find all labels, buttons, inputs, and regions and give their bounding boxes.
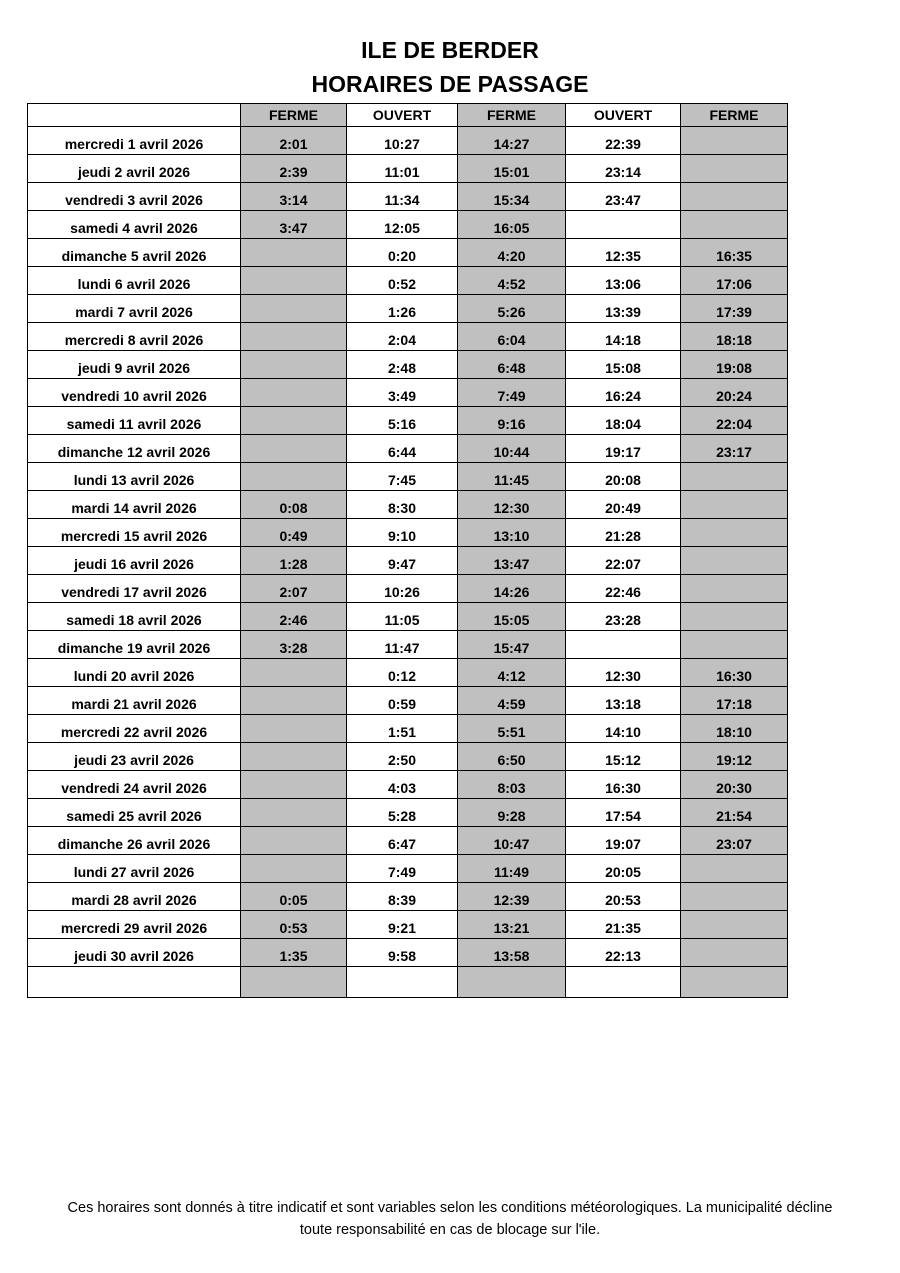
cell-ouvert-1: 9:21 [347,911,458,939]
cell-ferme-2: 11:45 [458,463,566,491]
cell-ouvert-2: 22:39 [566,127,681,155]
cell-ferme-1: 3:47 [241,211,347,239]
cell-ferme-3 [681,911,788,939]
cell-ferme-3: 17:39 [681,295,788,323]
cell-ouvert-1: 11:47 [347,631,458,659]
cell-ouvert-2: 16:24 [566,379,681,407]
cell-ferme-2: 7:49 [458,379,566,407]
table-row [28,715,788,743]
table-row [28,519,788,547]
table-row [28,267,788,295]
cell-ferme-2: 13:10 [458,519,566,547]
header-date [28,104,241,127]
cell-ferme-1: 0:53 [241,911,347,939]
cell-date: lundi 27 avril 2026 [28,855,241,883]
table-row [28,939,788,967]
cell-ferme-2: 15:01 [458,155,566,183]
cell-ferme-3: 20:24 [681,379,788,407]
cell-ferme-1 [241,827,347,855]
cell-ferme-1 [241,351,347,379]
cell-ferme-1 [241,967,347,998]
cell-date: mardi 28 avril 2026 [28,883,241,911]
cell-ouvert-1: 11:05 [347,603,458,631]
cell-ouvert-2: 19:07 [566,827,681,855]
cell-ferme-3 [681,547,788,575]
header-row [28,104,788,127]
cell-date: samedi 25 avril 2026 [28,799,241,827]
cell-ouvert-2: 12:35 [566,239,681,267]
cell-ferme-3 [681,631,788,659]
cell-date: vendredi 3 avril 2026 [28,183,241,211]
cell-date: mercredi 15 avril 2026 [28,519,241,547]
table-row [28,379,788,407]
cell-ferme-1: 2:01 [241,127,347,155]
cell-ferme-1 [241,855,347,883]
cell-ferme-2: 4:52 [458,267,566,295]
cell-ouvert-2: 23:14 [566,155,681,183]
cell-ferme-2: 6:48 [458,351,566,379]
cell-ferme-2: 5:51 [458,715,566,743]
table-row [28,183,788,211]
cell-ferme-1: 3:14 [241,183,347,211]
cell-ferme-2: 15:34 [458,183,566,211]
cell-ferme-1 [241,743,347,771]
cell-ouvert-1: 4:03 [347,771,458,799]
cell-ouvert-2: 23:28 [566,603,681,631]
cell-ouvert-2: 14:18 [566,323,681,351]
cell-date: jeudi 16 avril 2026 [28,547,241,575]
table-row [28,491,788,519]
cell-ouvert-1: 11:34 [347,183,458,211]
cell-ferme-3 [681,967,788,998]
cell-date: lundi 13 avril 2026 [28,463,241,491]
cell-ouvert-2: 20:53 [566,883,681,911]
cell-ouvert-1: 11:01 [347,155,458,183]
cell-ferme-1 [241,435,347,463]
table-row [28,771,788,799]
cell-date: mardi 7 avril 2026 [28,295,241,323]
cell-ferme-1 [241,771,347,799]
cell-date: dimanche 5 avril 2026 [28,239,241,267]
cell-ouvert-2: 16:30 [566,771,681,799]
cell-ouvert-1: 2:50 [347,743,458,771]
cell-ferme-2: 14:26 [458,575,566,603]
table-row [28,127,788,155]
cell-ouvert-2: 20:08 [566,463,681,491]
cell-ouvert-2: 13:06 [566,267,681,295]
cell-date [28,967,241,998]
cell-ferme-1 [241,239,347,267]
cell-ouvert-1: 1:26 [347,295,458,323]
cell-ouvert-2: 22:46 [566,575,681,603]
cell-ouvert-1: 12:05 [347,211,458,239]
cell-date: mercredi 8 avril 2026 [28,323,241,351]
cell-ferme-2: 10:44 [458,435,566,463]
cell-ferme-1: 2:07 [241,575,347,603]
cell-ferme-3 [681,127,788,155]
cell-ferme-3: 18:10 [681,715,788,743]
table-row [28,407,788,435]
cell-ouvert-1 [347,967,458,998]
cell-ouvert-1: 0:52 [347,267,458,295]
cell-ferme-2: 6:50 [458,743,566,771]
table-row [28,883,788,911]
cell-ouvert-1: 10:27 [347,127,458,155]
table-row [28,855,788,883]
cell-ouvert-1: 0:12 [347,659,458,687]
header-ouvert-2: OUVERT [566,104,681,127]
table-row [28,911,788,939]
cell-ferme-2: 14:27 [458,127,566,155]
cell-ferme-3: 16:30 [681,659,788,687]
cell-ferme-3: 17:06 [681,267,788,295]
schedule-table [27,103,788,998]
cell-ouvert-2: 12:30 [566,659,681,687]
cell-date: lundi 6 avril 2026 [28,267,241,295]
cell-date: mercredi 29 avril 2026 [28,911,241,939]
cell-ferme-2: 15:47 [458,631,566,659]
cell-ouvert-1: 5:16 [347,407,458,435]
cell-ouvert-1: 0:20 [347,239,458,267]
cell-ferme-1 [241,659,347,687]
cell-ferme-1 [241,407,347,435]
cell-date: jeudi 23 avril 2026 [28,743,241,771]
cell-ouvert-1: 6:47 [347,827,458,855]
cell-ferme-3 [681,463,788,491]
cell-ferme-1 [241,715,347,743]
page-title: ILE DE BERDER [361,37,539,63]
cell-ferme-1: 3:28 [241,631,347,659]
cell-ferme-3 [681,519,788,547]
cell-date: samedi 11 avril 2026 [28,407,241,435]
cell-ouvert-1: 1:51 [347,715,458,743]
table-row [28,827,788,855]
cell-ouvert-1: 5:28 [347,799,458,827]
cell-ouvert-1: 9:58 [347,939,458,967]
cell-ouvert-2: 18:04 [566,407,681,435]
cell-ouvert-2: 22:13 [566,939,681,967]
cell-ferme-3: 17:18 [681,687,788,715]
cell-ouvert-2: 15:12 [566,743,681,771]
cell-ferme-2: 15:05 [458,603,566,631]
cell-ferme-2: 9:16 [458,407,566,435]
cell-ferme-2: 13:47 [458,547,566,575]
table-row [28,799,788,827]
cell-ferme-1: 0:49 [241,519,347,547]
cell-ferme-2: 8:03 [458,771,566,799]
cell-ouvert-2: 21:28 [566,519,681,547]
cell-ferme-2: 10:47 [458,827,566,855]
cell-date: mercredi 1 avril 2026 [28,127,241,155]
cell-ouvert-1: 7:45 [347,463,458,491]
table-row [28,575,788,603]
cell-ferme-3 [681,883,788,911]
cell-ferme-1 [241,267,347,295]
cell-ferme-3: 19:12 [681,743,788,771]
cell-ferme-3 [681,491,788,519]
cell-ferme-1 [241,323,347,351]
cell-ferme-2 [458,967,566,998]
cell-ouvert-1: 7:49 [347,855,458,883]
cell-ferme-1 [241,379,347,407]
cell-date: vendredi 24 avril 2026 [28,771,241,799]
schedule-body [28,104,788,998]
cell-ferme-1 [241,687,347,715]
cell-ferme-3 [681,183,788,211]
cell-date: dimanche 19 avril 2026 [28,631,241,659]
table-row [28,435,788,463]
cell-date: dimanche 26 avril 2026 [28,827,241,855]
cell-ferme-2: 9:28 [458,799,566,827]
cell-ferme-2: 16:05 [458,211,566,239]
table-row [28,687,788,715]
cell-ouvert-2: 23:47 [566,183,681,211]
cell-ferme-2: 4:12 [458,659,566,687]
header-ouvert-1: OUVERT [347,104,458,127]
cell-ouvert-2: 22:07 [566,547,681,575]
cell-ouvert-2 [566,631,681,659]
cell-date: samedi 18 avril 2026 [28,603,241,631]
cell-ouvert-1: 2:04 [347,323,458,351]
cell-ouvert-1: 6:44 [347,435,458,463]
header-ferme-2: FERME [458,104,566,127]
cell-ferme-3: 23:17 [681,435,788,463]
cell-ferme-3: 19:08 [681,351,788,379]
cell-ouvert-2: 19:17 [566,435,681,463]
table-row [28,659,788,687]
cell-ferme-3 [681,939,788,967]
cell-ferme-1: 2:39 [241,155,347,183]
cell-ouvert-2: 13:18 [566,687,681,715]
cell-ferme-2: 12:30 [458,491,566,519]
cell-ouvert-2: 21:35 [566,911,681,939]
cell-ferme-2: 12:39 [458,883,566,911]
page-subtitle: HORAIRES DE PASSAGE [311,71,589,97]
cell-ferme-3 [681,855,788,883]
table-row [28,631,788,659]
cell-ferme-2: 13:58 [458,939,566,967]
cell-ouvert-2: 14:10 [566,715,681,743]
cell-ferme-3: 16:35 [681,239,788,267]
cell-ferme-1 [241,799,347,827]
cell-ferme-3 [681,603,788,631]
cell-ferme-1: 1:35 [241,939,347,967]
cell-date: lundi 20 avril 2026 [28,659,241,687]
cell-date: jeudi 30 avril 2026 [28,939,241,967]
table-row [28,463,788,491]
cell-date: dimanche 12 avril 2026 [28,435,241,463]
cell-ferme-1: 0:05 [241,883,347,911]
disclaimer-line-1: Ces horaires sont donnés à titre indicatif et sont variables selon les conditions météorologiques. La municipalité décline [67,1200,833,1216]
cell-ferme-2: 4:20 [458,239,566,267]
cell-date: mardi 14 avril 2026 [28,491,241,519]
cell-ouvert-2: 15:08 [566,351,681,379]
cell-date: mercredi 22 avril 2026 [28,715,241,743]
cell-date: vendredi 17 avril 2026 [28,575,241,603]
cell-date: samedi 4 avril 2026 [28,211,241,239]
cell-ouvert-1: 8:39 [347,883,458,911]
cell-ouvert-1: 2:48 [347,351,458,379]
cell-ouvert-2 [566,967,681,998]
cell-date: vendredi 10 avril 2026 [28,379,241,407]
cell-ferme-1 [241,463,347,491]
cell-ferme-2: 6:04 [458,323,566,351]
cell-ferme-1: 1:28 [241,547,347,575]
cell-ferme-1: 2:46 [241,603,347,631]
table-row [28,295,788,323]
cell-ouvert-1: 3:49 [347,379,458,407]
cell-ouvert-1: 10:26 [347,575,458,603]
cell-ferme-3: 21:54 [681,799,788,827]
table-row [28,967,788,998]
table-row [28,323,788,351]
cell-ferme-1: 0:08 [241,491,347,519]
table-row [28,211,788,239]
table-row [28,351,788,379]
cell-ferme-3: 18:18 [681,323,788,351]
cell-ouvert-1: 9:47 [347,547,458,575]
header-ferme-3: FERME [681,104,788,127]
cell-ferme-2: 11:49 [458,855,566,883]
cell-date: jeudi 9 avril 2026 [28,351,241,379]
cell-ouvert-2 [566,211,681,239]
cell-ferme-3: 22:04 [681,407,788,435]
cell-date: mardi 21 avril 2026 [28,687,241,715]
cell-ouvert-2: 20:05 [566,855,681,883]
cell-ferme-3 [681,155,788,183]
table-row [28,155,788,183]
cell-ferme-3 [681,575,788,603]
cell-date: jeudi 2 avril 2026 [28,155,241,183]
cell-ferme-1 [241,295,347,323]
cell-ouvert-2: 13:39 [566,295,681,323]
cell-ferme-2: 4:59 [458,687,566,715]
table-row [28,239,788,267]
cell-ouvert-2: 20:49 [566,491,681,519]
cell-ouvert-1: 8:30 [347,491,458,519]
cell-ferme-3: 23:07 [681,827,788,855]
disclaimer [20,1197,880,1241]
table-row [28,743,788,771]
cell-ferme-2: 13:21 [458,911,566,939]
cell-ouvert-2: 17:54 [566,799,681,827]
disclaimer-line-2: toute responsabilité en cas de blocage sur l'ile. [299,1222,601,1238]
cell-ouvert-1: 9:10 [347,519,458,547]
cell-ferme-3: 20:30 [681,771,788,799]
cell-ferme-2: 5:26 [458,295,566,323]
cell-ouvert-1: 0:59 [347,687,458,715]
table-row [28,603,788,631]
header-ferme-1: FERME [241,104,347,127]
table-row [28,547,788,575]
cell-ferme-3 [681,211,788,239]
